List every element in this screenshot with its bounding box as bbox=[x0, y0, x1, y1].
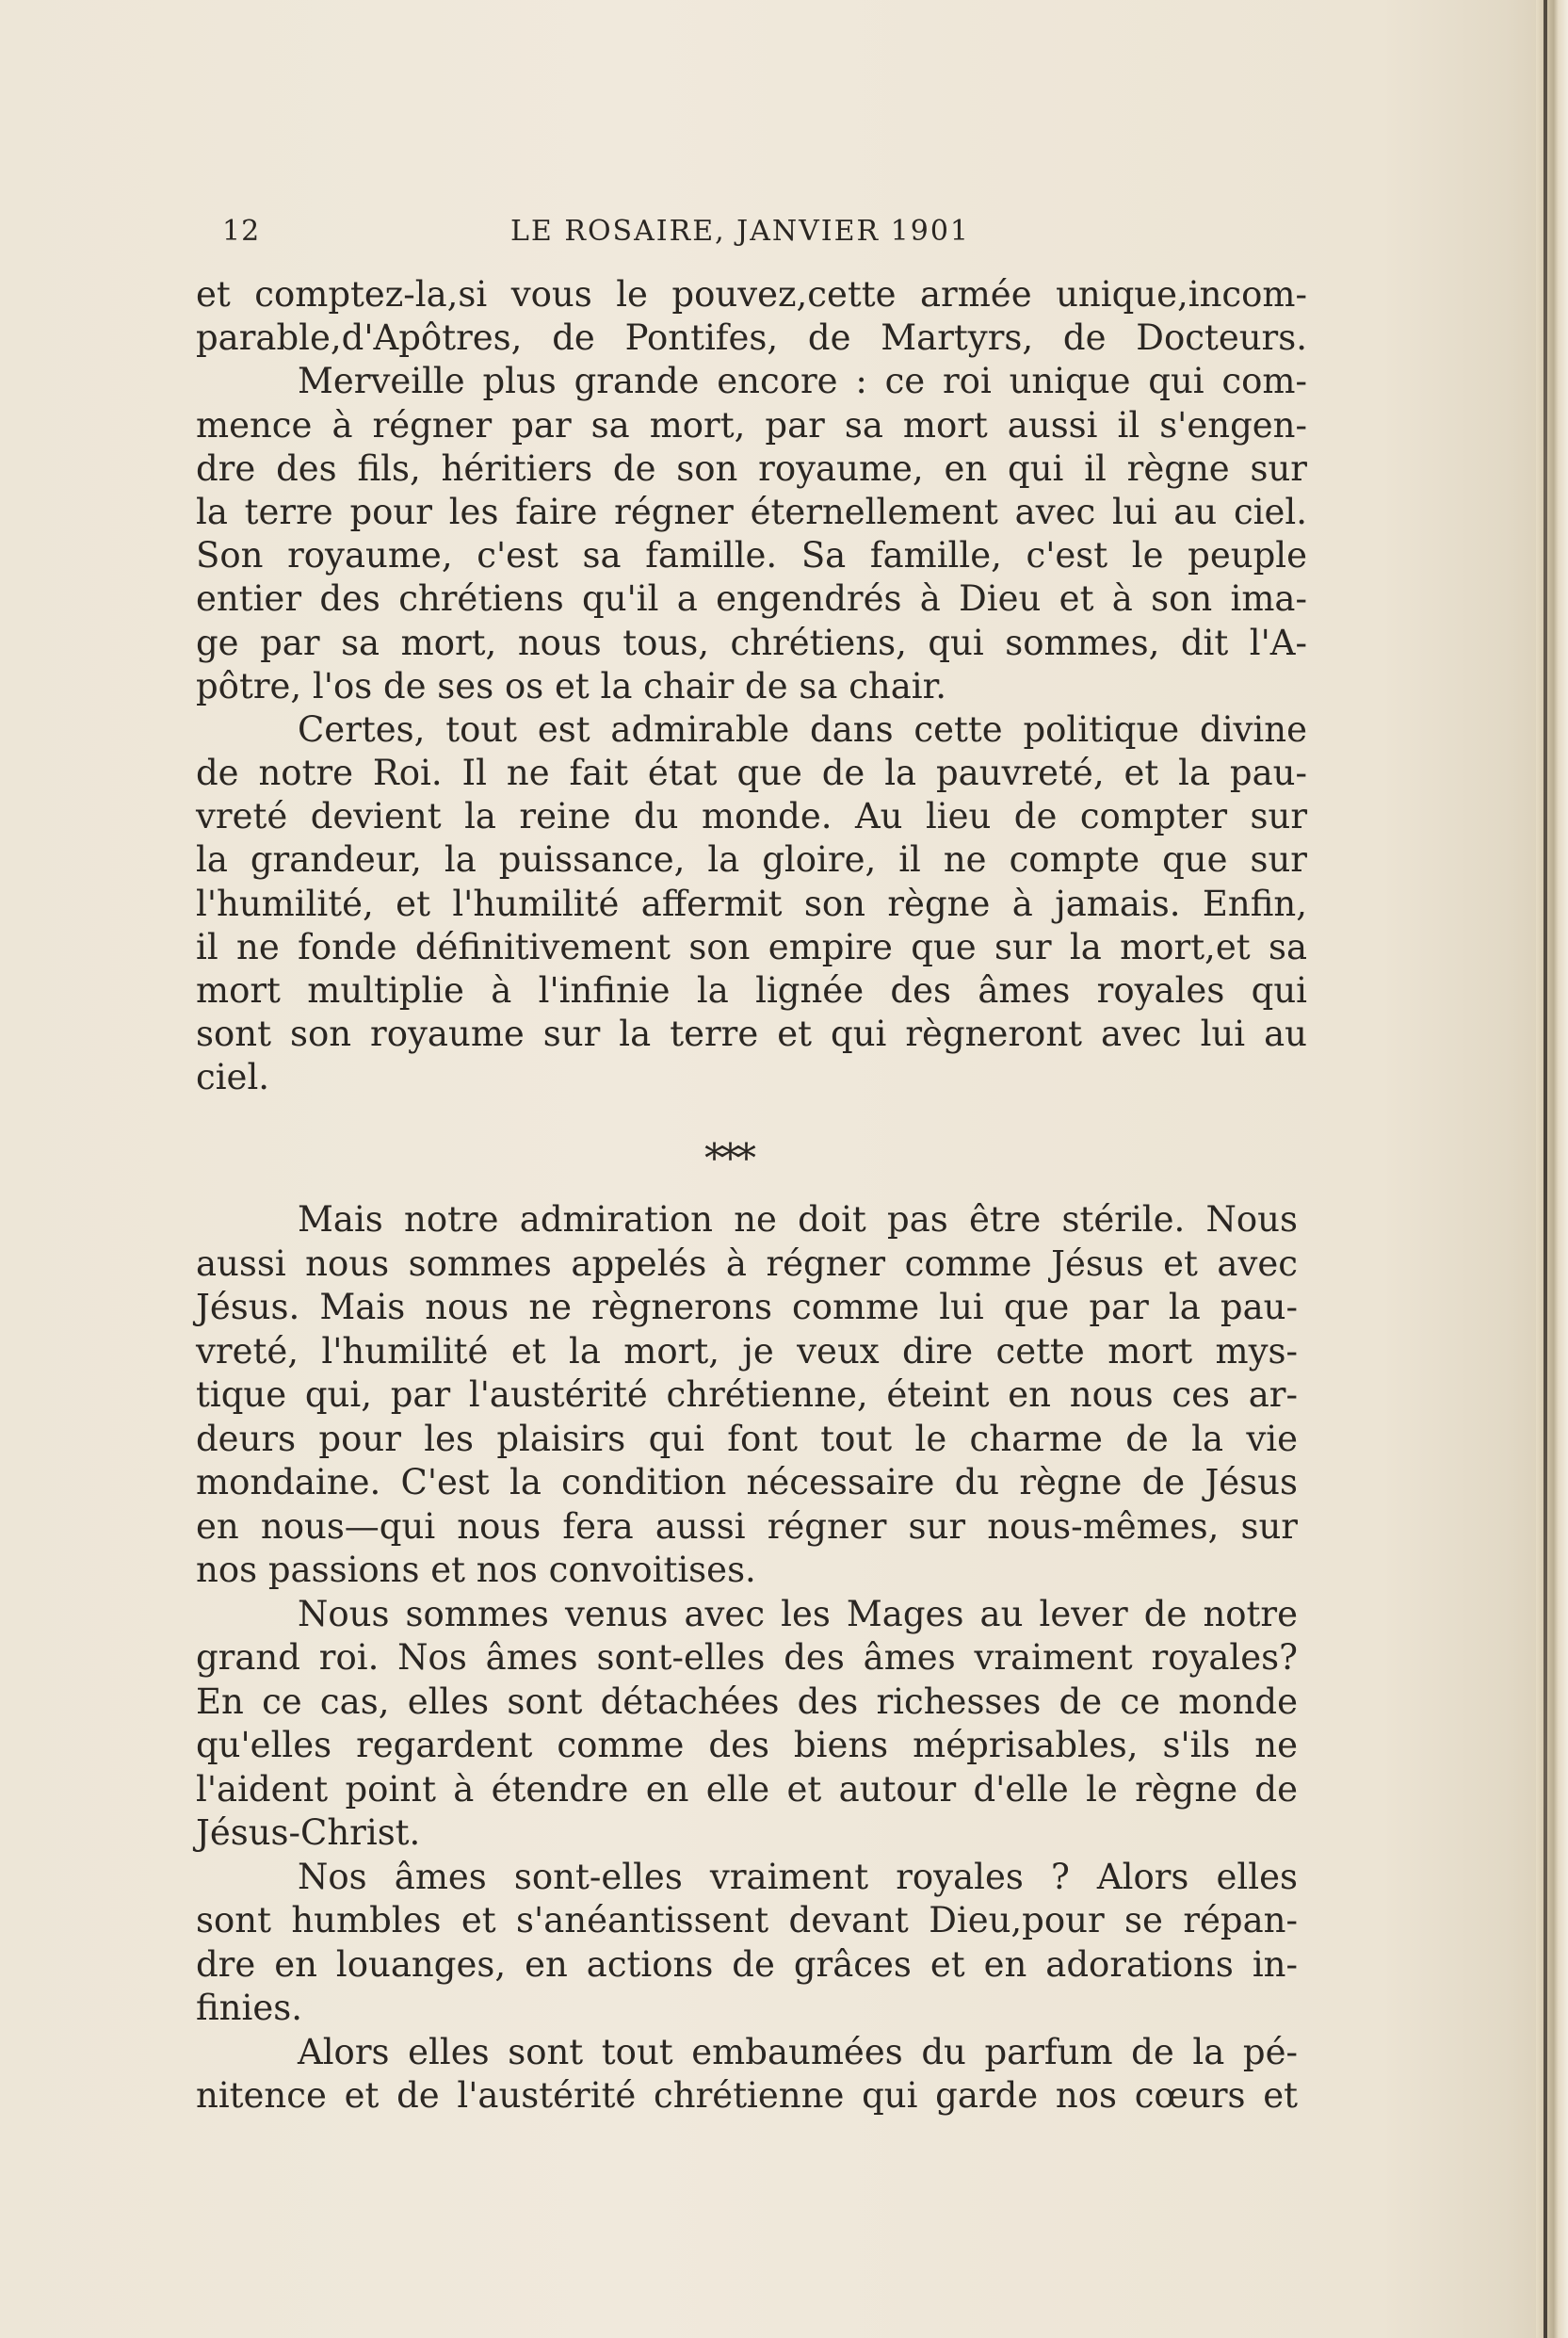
text-line: grand roi. Nos âmes sont-elles des âmes vraiment royales? bbox=[196, 1637, 1298, 1678]
text-line: entier des chrétiens qu'il a engendrés à Dieu et à son ima- bbox=[196, 578, 1307, 620]
text-line: finies. bbox=[196, 1988, 302, 2028]
text-line: de notre Roi. Il ne fait état que de la pauvreté, et la pau- bbox=[196, 753, 1307, 794]
section-separator: *** bbox=[704, 1135, 752, 1181]
text-line: Jésus-Christ. bbox=[196, 1812, 421, 1853]
text-line: la grandeur, la puissance, la gloire, il ne compte que sur bbox=[196, 839, 1307, 881]
text-line: l'humilité, et l'humilité affermit son règne à jamais. Enfin, bbox=[196, 883, 1307, 924]
text-line: et comptez-la,si vous le pouvez,cette armée unique,incom- bbox=[196, 274, 1307, 315]
text-line: mondaine. C'est la condition nécessaire du règne de Jésus bbox=[196, 1462, 1298, 1502]
text-line: ciel. bbox=[196, 1057, 270, 1098]
text-line: tique qui, par l'austérité chrétienne, éteint en nous ces ar- bbox=[196, 1374, 1298, 1415]
text-line: En ce cas, elles sont détachées des richesses de ce monde bbox=[196, 1680, 1298, 1722]
text-line: il ne fonde définitivement son empire que sur la mort,et sa bbox=[196, 926, 1307, 967]
text-line: la terre pour les faire régner éternellement avec lui au ciel. bbox=[196, 491, 1307, 532]
text-line: Certes, tout est admirable dans cette politique divine bbox=[298, 708, 1307, 750]
binding-shadow-line bbox=[1544, 0, 1547, 2338]
text-line: mence à régner par sa mort, par sa mort aussi il s'engen- bbox=[196, 404, 1307, 446]
text-line: vreté, l'humilité et la mort, je veux dire cette mort mys- bbox=[196, 1330, 1298, 1372]
text-line: Mais notre admiration ne doit pas être stérile. Nous bbox=[298, 1199, 1298, 1240]
page-number: 12 bbox=[222, 215, 261, 248]
text-line: parable,d'Apôtres, de Pontifes, de Martyrs, de Docteurs. bbox=[196, 317, 1307, 359]
text-line: aussi nous sommes appelés à régner comme Jésus et avec bbox=[196, 1242, 1298, 1284]
text-line: sont son royaume sur la terre et qui règneront avec lui au bbox=[196, 1014, 1307, 1055]
running-head bbox=[222, 215, 1023, 252]
text-line: dre des fils, héritiers de son royaume, en qui il règne sur bbox=[196, 447, 1307, 489]
text-section-2 bbox=[196, 1198, 1298, 2119]
text-line: Merveille plus grande encore : ce roi unique qui com- bbox=[298, 361, 1307, 402]
text-line: l'aident point à étendre en elle et autour d'elle le règne de bbox=[196, 1768, 1298, 1810]
text-line: Son royaume, c'est sa famille. Sa famille, c'est le peuple bbox=[196, 535, 1307, 576]
text-line: Jésus. Mais nous ne règnerons comme lui que par la pau- bbox=[196, 1287, 1298, 1327]
text-line: dre en louanges, en actions de grâces et en adorations in- bbox=[196, 1943, 1298, 1985]
text-line: nos passions et nos convoitises. bbox=[196, 1550, 756, 1590]
text-line: Nous sommes venus avec les Mages au lever de notre bbox=[298, 1593, 1298, 1634]
text-line: Alors elles sont tout embaumées du parfum de la pé- bbox=[298, 2031, 1298, 2072]
text-line: Nos âmes sont-elles vraiment royales ? Alors elles bbox=[298, 1856, 1298, 1897]
text-line: vreté devient la reine du monde. Au lieu de compter sur bbox=[196, 796, 1307, 837]
text-section-1 bbox=[196, 273, 1307, 1100]
text-line: deurs pour les plaisirs qui font tout le charme de la vie bbox=[196, 1418, 1298, 1459]
running-title: LE ROSAIRE, JANVIER 1901 bbox=[510, 215, 970, 248]
page-binding-edge bbox=[1536, 0, 1568, 2338]
text-line: nitence et de l'austérité chrétienne qui garde nos cœurs et bbox=[196, 2075, 1298, 2116]
text-line: pôtre, l'os de ses os et la chair de sa chair. bbox=[196, 665, 947, 706]
text-line: ge par sa mort, nous tous, chrétiens, qui sommes, dit l'A- bbox=[196, 622, 1307, 663]
text-line: en nous—qui nous fera aussi régner sur nous-mêmes, sur bbox=[196, 1505, 1298, 1547]
text-line: mort multiplie à l'infinie la lignée des âmes royales qui bbox=[196, 970, 1307, 1011]
text-line: qu'elles regardent comme des biens méprisables, s'ils ne bbox=[196, 1725, 1298, 1765]
text-line: sont humbles et s'anéantissent devant Dieu,pour se répan- bbox=[196, 1900, 1298, 1940]
